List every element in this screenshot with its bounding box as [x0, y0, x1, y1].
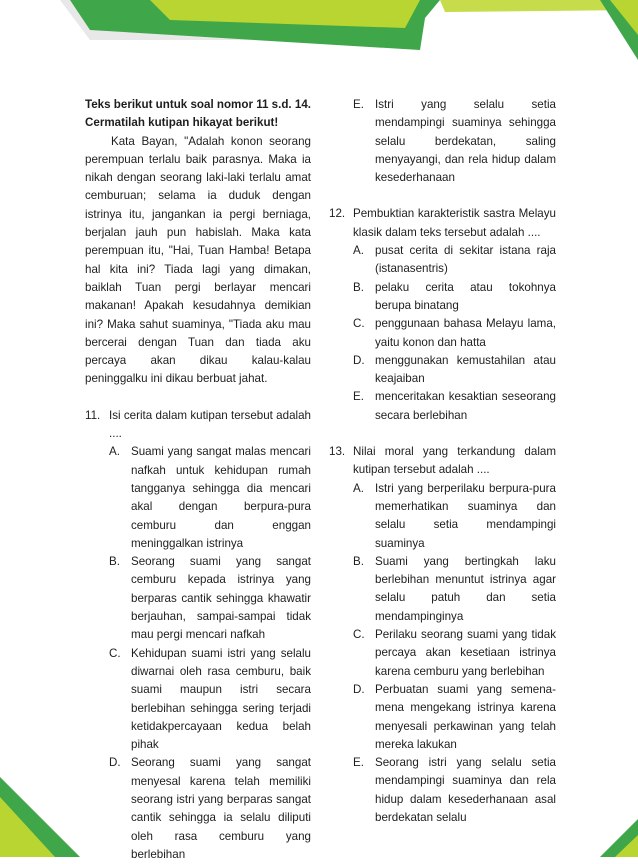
right-edge-green-shape [600, 0, 638, 60]
question-text: Isi cerita dalam kutipan tersebut adalah .... [109, 408, 311, 441]
option-letter: A. [109, 445, 120, 459]
question-text: Pembuktian karakteristik sastra Melayu klasik dalam teks tersebut adalah .... [353, 207, 556, 239]
option-a[interactable] [109, 443, 311, 553]
option-letter: E. [353, 756, 364, 770]
option-letter: E. [353, 98, 364, 111]
option-b[interactable] [109, 553, 311, 644]
question-11-continued [329, 96, 556, 187]
option-d[interactable] [109, 754, 311, 864]
option-letter: E. [353, 390, 364, 404]
option-d[interactable] [353, 681, 556, 754]
option-text: Kehidupan suami istri yang selalu diwarnai oleh rasa cemburu, baik suami maupun istri secara berlebihan sehingga sering terjadi ketidakpercayaan kedua belah pihak [131, 646, 311, 752]
option-text: Perilaku seorang suami yang tidak percaya akan kesetiaan istrinya karena cemburu yang berlebihan [375, 628, 556, 678]
option-a[interactable] [353, 480, 556, 553]
right-column [329, 96, 556, 827]
option-letter: A. [353, 244, 364, 258]
option-e[interactable] [353, 754, 556, 827]
header-lime-shape [150, 0, 420, 28]
option-text: Seorang suami yang sangat menyesal karena telah memiliki seorang istri yang berparas sangat cantik sehingga ia selalu diliputi oleh rasa cemburu yang berlebihan [131, 756, 311, 861]
option-letter: C. [109, 646, 121, 660]
intro-heading: Teks berikut untuk soal nomor 11 s.d. 14. Cermatilah kutipan hikayat berikut! [85, 98, 311, 130]
option-text: Seorang suami yang sangat cemburu kepada istrinya yang berparas cantik sehingga khawatir berjauhan, sampai-sampai tidak mau pergi mencari nafkah [131, 555, 311, 642]
option-letter: B. [353, 280, 364, 294]
footer-green-shape [0, 777, 80, 857]
option-text: pelaku cerita atau tokohnya berupa binatang [375, 280, 556, 312]
option-text: Istri yang berperilaku berpura-pura memerhatikan suaminya dan selalu setia mendampingi suaminya [375, 481, 556, 550]
left-column [85, 96, 311, 864]
option-text: menceritakan kesaktian seseorang secara berlebihan [375, 390, 556, 422]
question-13 [329, 443, 556, 827]
option-b[interactable] [353, 553, 556, 626]
option-letter: D. [353, 353, 365, 367]
header-decoration [0, 0, 638, 60]
option-letter: A. [353, 481, 364, 495]
option-letter: C. [353, 628, 365, 642]
footer-lime-shape [0, 797, 55, 857]
option-text: Seorang istri yang selalu setia mendampingi suaminya dan rela hidup dalam kesederhanaan asal berdekatan selalu [375, 756, 556, 824]
option-d[interactable] [353, 352, 556, 389]
header-lime-shape-2 [440, 0, 638, 12]
option-c[interactable] [353, 626, 556, 681]
question-number: 12. [329, 207, 346, 221]
option-e[interactable] [353, 96, 556, 187]
question-12 [329, 205, 556, 425]
option-letter: B. [109, 555, 120, 569]
option-letter: C. [353, 317, 365, 331]
option-c[interactable] [109, 645, 311, 755]
right-edge-lime-shape [610, 0, 638, 35]
footer-right-lime-shape [615, 835, 638, 857]
option-text: pusat cerita di sekitar istana raja (istanasentris) [375, 244, 556, 276]
header-green-shape [70, 0, 440, 50]
option-b[interactable] [353, 279, 556, 316]
header-shadow-shape [60, 0, 300, 40]
question-number: 11. [85, 408, 101, 422]
option-text: Suami yang sangat malas mencari nafkah untuk kehidupan rumah tangganya sehingga dia mencari akal dengan berpura-pura cemburu dan enggan meninggalkan istrinya [131, 445, 311, 550]
option-text: penggunaan bahasa Melayu lama, yaitu konon dan hatta [375, 317, 556, 349]
option-text: menggunakan kemustahilan atau keajaiban [375, 353, 556, 386]
option-c[interactable] [353, 315, 556, 352]
option-letter: D. [109, 756, 121, 770]
right-edge-decoration [600, 0, 638, 70]
option-letter: B. [353, 554, 364, 568]
option-text: Perbuatan suami yang semena-mena mengekang istrinya karena menyesali perkawinan yang telah mereka lakukan [375, 682, 556, 751]
intro-section [85, 96, 311, 389]
question-number: 13. [329, 445, 346, 459]
option-a[interactable] [353, 242, 556, 279]
question-11 [85, 407, 311, 864]
footer-right-green-shape [600, 819, 638, 857]
option-letter: D. [353, 682, 365, 696]
hikayat-passage: Kata Bayan, "Adalah konon seorang perempuan terlalu baik parasnya. Maka ia nikah dengan seorang laki-laki terlalu amat cemburuan; selama ia duduk dengan istrinya itu, jangankan ia pergi berniaga, berjalan jauh pun habislah. Maka kata perempuan itu, "Hai, Tuan Hamba! Betapa hal kita ini? Tiada lagi yang dimakan, baiklah Tuan pergi berlayar mencari makanan! Apakah kesudahnya demikian ini? Maka sahut suaminya, "Tiada aku mau bercerai dengan Tuan dan tiada aku percaya akan dikau kalau-kalau peninggalku ini dikau berbuat jahat. [85, 134, 311, 386]
question-text: Nilai moral yang terkandung dalam kutipan tersebut adalah .... [353, 445, 556, 477]
option-text: Suami yang bertingkah laku berlebihan menuntut istrinya agar selalu patuh dan setia mendampinginya [375, 554, 556, 623]
option-text: Istri yang selalu setia mendampingi suaminya sehingga selalu berdekatan, saling menyayangi, dan rela hidup dalam kesederhanaan [375, 98, 556, 185]
option-e[interactable] [353, 388, 556, 425]
